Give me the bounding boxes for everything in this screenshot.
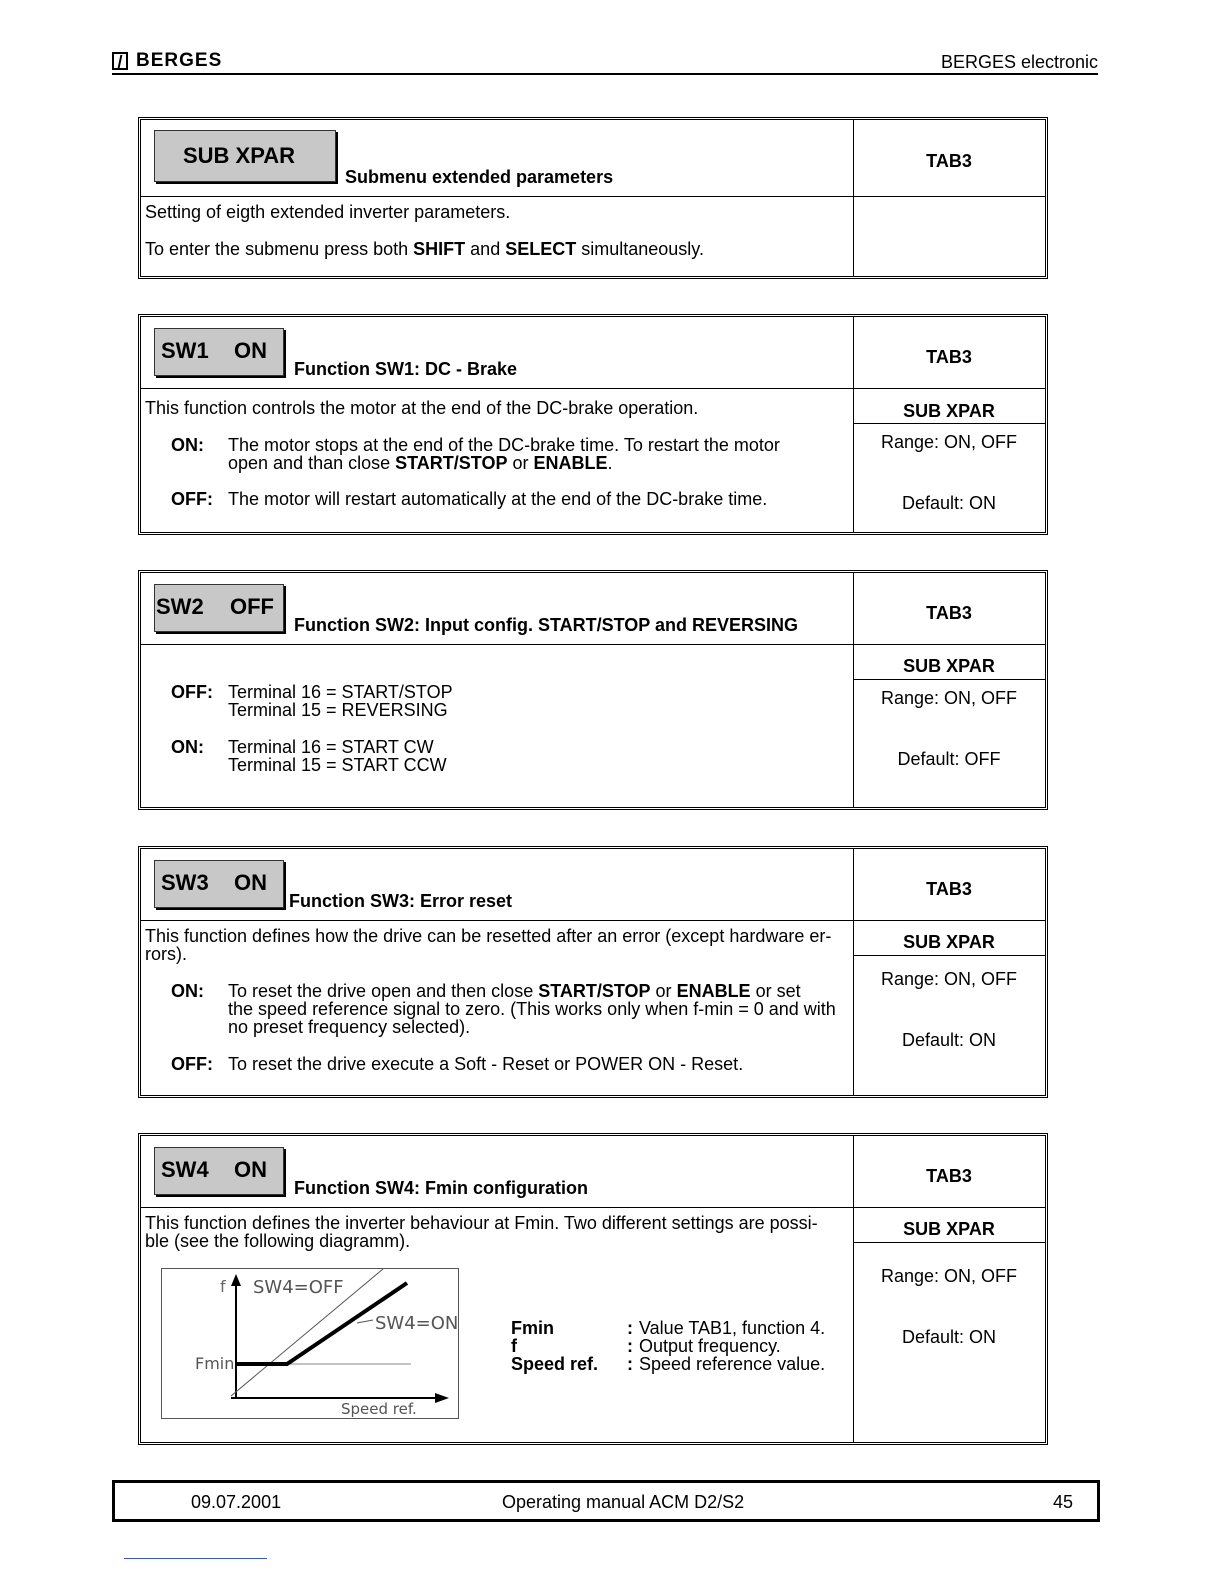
fmin-axis-label: Fmin bbox=[195, 1354, 235, 1373]
footer-manual-title: Operating manual ACM D2/S2 bbox=[502, 1492, 745, 1512]
default-value: Default: ON bbox=[901, 493, 997, 513]
range-value: Range: ON, OFF bbox=[880, 688, 1018, 708]
brand-logo bbox=[112, 50, 222, 72]
description-line: This function controls the motor at the end of the DC-brake operation. bbox=[145, 398, 699, 418]
section-title: Function SW3: Error reset bbox=[289, 891, 513, 911]
description-line: To enter the submenu press both SHIFT and SELECT simultaneously. bbox=[145, 239, 704, 259]
row-divider bbox=[853, 679, 1045, 680]
brand-name: BERGES bbox=[136, 50, 223, 71]
section-sw2 bbox=[138, 570, 1048, 810]
table-ref: TAB3 bbox=[926, 603, 972, 623]
page-footer bbox=[112, 1480, 1100, 1522]
section-title: Submenu extended parameters bbox=[345, 167, 614, 187]
display-key-sw2: SW2 OFF bbox=[154, 584, 284, 632]
legend-row: Speed ref. : Speed reference value. bbox=[511, 1354, 826, 1374]
option-on: ON: Terminal 16 = START CW Terminal 15 = START CCW bbox=[171, 737, 447, 775]
row-divider bbox=[853, 423, 1045, 424]
table-ref: TAB3 bbox=[926, 151, 972, 171]
table-ref: TAB3 bbox=[926, 347, 972, 367]
section-sw1 bbox=[138, 314, 1048, 535]
description-line: This function defines how the drive can be resetted after an error (except hardware er- bbox=[145, 926, 832, 946]
sw4-on-label: SW4=ON bbox=[375, 1313, 459, 1334]
option-off: OFF: The motor will restart automatically at the end of the DC-brake time. bbox=[171, 489, 768, 509]
display-key-subxpar: SUB XPAR bbox=[154, 130, 336, 182]
legend-row: Fmin : Value TAB1, function 4. bbox=[511, 1318, 826, 1338]
range-value: Range: ON, OFF bbox=[880, 1266, 1018, 1286]
speed-ref-axis-label: Speed ref. bbox=[341, 1400, 417, 1418]
default-value: Default: ON bbox=[901, 1327, 997, 1347]
row-divider bbox=[141, 388, 1045, 389]
footer-date: 09.07.2001 bbox=[191, 1492, 282, 1512]
footer-link-underline bbox=[124, 1558, 267, 1559]
description-line: Setting of eigth extended inverter parameters. bbox=[145, 202, 511, 222]
table-ref: TAB3 bbox=[926, 879, 972, 899]
table-ref: TAB3 bbox=[926, 1166, 972, 1186]
section-sw4 bbox=[138, 1133, 1048, 1445]
header-rule bbox=[112, 73, 1098, 75]
section-title: Function SW2: Input config. START/STOP and REVERSING bbox=[294, 615, 798, 635]
sw4-off-label: SW4=OFF bbox=[253, 1277, 344, 1298]
section-title: Function SW4: Fmin configuration bbox=[294, 1178, 588, 1198]
description-line: This function defines the inverter behaviour at Fmin. Two different settings are possi- bbox=[145, 1213, 818, 1233]
option-off: OFF: To reset the drive execute a Soft - Reset or POWER ON - Reset. bbox=[171, 1054, 744, 1074]
row-divider bbox=[141, 920, 1045, 921]
column-divider bbox=[853, 120, 854, 276]
option-on: ON: The motor stops at the end of the DC-brake time. To restart the motor open and than close START/STOP or ENABLE. bbox=[171, 435, 780, 473]
range-value: Range: ON, OFF bbox=[880, 432, 1018, 452]
fmin-diagram bbox=[161, 1268, 459, 1419]
range-value: Range: ON, OFF bbox=[880, 969, 1018, 989]
section-subxpar bbox=[138, 117, 1048, 279]
row-divider bbox=[141, 644, 1045, 645]
display-key-sw4: SW4 ON bbox=[154, 1147, 284, 1195]
default-value: Default: OFF bbox=[897, 749, 1001, 769]
row-divider bbox=[141, 196, 1045, 197]
berges-logo-icon bbox=[112, 52, 128, 70]
description-line: rors). bbox=[145, 944, 187, 964]
option-on: ON: To reset the drive open and then close START/STOP or ENABLE or set the speed reference signal to zero. (This works only when f-min = 0 and with no preset frequency selected). bbox=[171, 981, 836, 1037]
description-line: ble (see the following diagramm). bbox=[145, 1231, 411, 1251]
f-axis-label: f bbox=[220, 1277, 226, 1296]
menu-ref: SUB XPAR bbox=[903, 656, 995, 676]
display-key-sw1: SW1 ON bbox=[154, 328, 284, 376]
section-sw3 bbox=[138, 846, 1048, 1098]
legend-row: f : Output frequency. bbox=[511, 1336, 781, 1356]
row-divider bbox=[853, 1242, 1045, 1243]
company-name: BERGES electronic bbox=[940, 52, 1098, 72]
page-number: 45 bbox=[1052, 1492, 1073, 1512]
section-title: Function SW1: DC - Brake bbox=[294, 359, 518, 379]
menu-ref: SUB XPAR bbox=[903, 401, 995, 421]
row-divider bbox=[141, 1207, 1045, 1208]
menu-ref: SUB XPAR bbox=[903, 932, 995, 952]
option-off: OFF: Terminal 16 = START/STOP Terminal 15 = REVERSING bbox=[171, 682, 453, 720]
display-key-sw3: SW3 ON bbox=[154, 860, 284, 908]
menu-ref: SUB XPAR bbox=[903, 1219, 995, 1239]
row-divider bbox=[853, 955, 1045, 956]
default-value: Default: ON bbox=[901, 1030, 997, 1050]
